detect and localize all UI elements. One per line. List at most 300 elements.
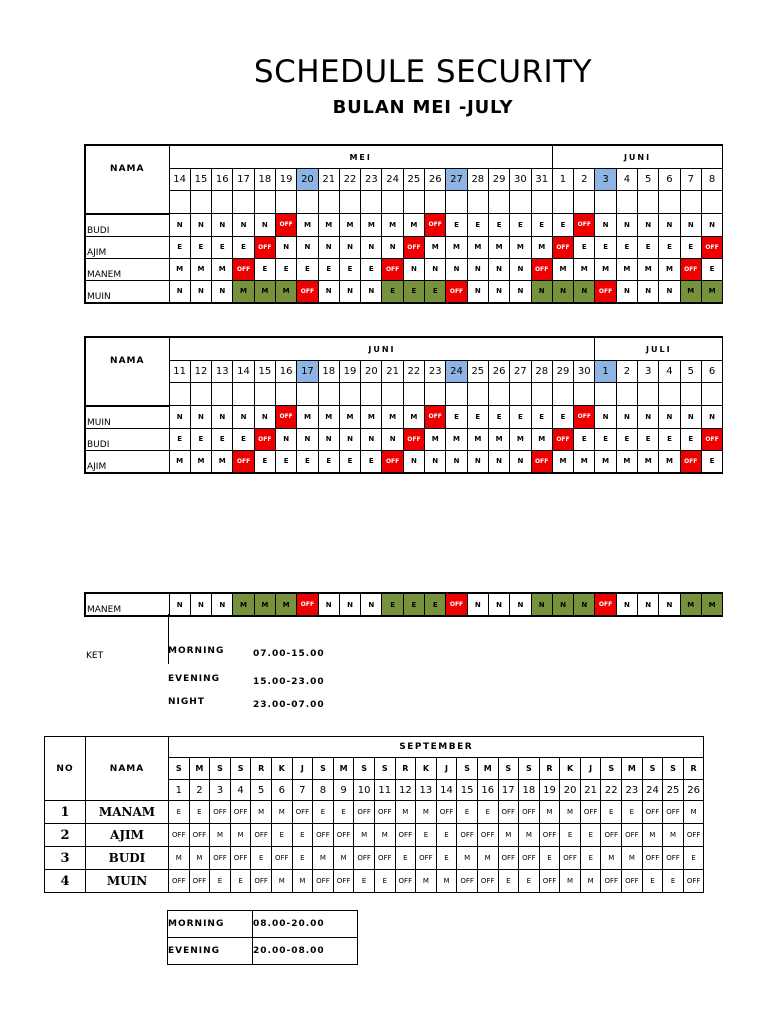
shift-cell: OFF: [233, 258, 254, 280]
shift-cell: E: [169, 236, 190, 258]
weekday-code: S: [374, 758, 395, 780]
name-column-header: NAMA: [85, 145, 169, 214]
shift-cell: N: [318, 236, 339, 258]
shift-cell: M: [642, 824, 663, 847]
weekday-code: S: [642, 758, 663, 780]
shift-cell: M: [638, 450, 659, 473]
shift-cell: N: [680, 406, 701, 429]
blank-cell: [254, 383, 275, 406]
weekday-code: K: [560, 758, 581, 780]
shift-cell: M: [318, 214, 339, 237]
shift-cell: N: [339, 280, 360, 303]
shift-cell: M: [313, 847, 334, 870]
shift-cell: N: [382, 236, 403, 258]
schedule-row-manem: [84, 592, 723, 617]
shift-cell: OFF: [292, 801, 313, 824]
shift-cell: OFF: [416, 847, 437, 870]
day-number: 29: [552, 361, 573, 383]
shift-cell: OFF: [539, 824, 560, 847]
shift-cell: OFF: [446, 280, 467, 303]
shift-cell: E: [382, 280, 403, 303]
shift-cell: N: [552, 280, 573, 303]
shift-cell: OFF: [251, 824, 272, 847]
shift-cell: OFF: [457, 870, 478, 893]
shift-cell: E: [531, 214, 552, 237]
shift-cell: N: [403, 450, 424, 473]
shift-cell: M: [580, 870, 601, 893]
day-number: 6: [271, 780, 292, 801]
shift-cell: N: [361, 236, 382, 258]
shift-cell: M: [169, 847, 190, 870]
day-number: 25: [467, 361, 488, 383]
shift-cell: M: [271, 870, 292, 893]
shift-cell: OFF: [169, 824, 190, 847]
shift-cell: M: [436, 870, 457, 893]
day-number: 18: [254, 169, 275, 191]
day-number: 24: [446, 361, 467, 383]
shift-cell: M: [595, 450, 616, 473]
shift-cell: N: [552, 593, 573, 616]
shift-cell: N: [318, 428, 339, 450]
shift-cell: E: [616, 428, 637, 450]
name-column-header: NAMA: [86, 737, 169, 801]
shift-cell: E: [230, 870, 251, 893]
shift-cell: N: [297, 428, 318, 450]
day-number: 8: [313, 780, 334, 801]
blank-cell: [659, 191, 680, 214]
day-number: 17: [498, 780, 519, 801]
shift-cell: OFF: [642, 801, 663, 824]
day-number: 22: [601, 780, 622, 801]
shift-cell: M: [230, 824, 251, 847]
shift-cell: E: [425, 280, 446, 303]
row-name: BUDI: [86, 847, 169, 870]
day-number: 29: [488, 169, 509, 191]
shift-cell: N: [574, 280, 595, 303]
shift-cell: N: [169, 280, 190, 303]
day-number: 23: [425, 361, 446, 383]
shift-cell: M: [446, 428, 467, 450]
shift-cell: E: [498, 870, 519, 893]
shift-cell: N: [488, 280, 509, 303]
day-number: 20: [297, 169, 318, 191]
shift-cell: M: [425, 428, 446, 450]
shift-cell: M: [680, 593, 701, 616]
shift-cell: M: [659, 450, 680, 473]
blank-cell: [616, 191, 637, 214]
shift-cell: OFF: [446, 593, 467, 616]
shift-cell: N: [169, 593, 190, 616]
day-number: 14: [436, 780, 457, 801]
blank-cell: [361, 191, 382, 214]
shift-cell: M: [212, 450, 233, 473]
shift-cell: E: [233, 428, 254, 450]
shift-cell: E: [271, 824, 292, 847]
month-header: MEI: [169, 145, 552, 169]
shift-cell: E: [539, 847, 560, 870]
shift-cell: E: [519, 870, 540, 893]
shift-cell: OFF: [297, 593, 318, 616]
shift-cell: M: [457, 847, 478, 870]
shift-cell: OFF: [403, 428, 424, 450]
shift-cell: E: [354, 870, 375, 893]
blank-cell: [382, 383, 403, 406]
shift-cell: M: [574, 258, 595, 280]
shift-cell: OFF: [622, 870, 643, 893]
shift-cell: OFF: [230, 847, 251, 870]
shift-cell: N: [659, 406, 680, 429]
shift-cell: N: [254, 214, 275, 237]
shift-cell: M: [622, 847, 643, 870]
shift-cell: M: [467, 428, 488, 450]
day-number: 19: [539, 780, 560, 801]
day-number: 7: [292, 780, 313, 801]
shift-cell: E: [361, 450, 382, 473]
shift-cell: OFF: [574, 406, 595, 429]
shift-cell: OFF: [275, 214, 296, 237]
day-number: 11: [374, 780, 395, 801]
ket-shift-label: NIGHT: [168, 697, 205, 707]
shift-cell: M: [297, 406, 318, 429]
shift-cell: M: [275, 593, 296, 616]
shift-cell: OFF: [403, 236, 424, 258]
shift-cell: N: [488, 450, 509, 473]
shift-cell: E: [403, 280, 424, 303]
day-number: 27: [446, 169, 467, 191]
day-number: 16: [275, 361, 296, 383]
blank-cell: [552, 191, 573, 214]
shift-cell: E: [580, 824, 601, 847]
shift-cell: N: [446, 450, 467, 473]
shift-cell: OFF: [680, 450, 701, 473]
shift-cell: N: [616, 406, 637, 429]
blank-cell: [361, 383, 382, 406]
day-number: 6: [701, 361, 722, 383]
shift-cell: E: [663, 870, 684, 893]
day-number: 28: [531, 361, 552, 383]
shift-cell: OFF: [425, 214, 446, 237]
weekday-code: M: [622, 758, 643, 780]
shift-cell: E: [552, 214, 573, 237]
shift-cell: OFF: [663, 847, 684, 870]
shift-cell: E: [488, 406, 509, 429]
shift-cell: N: [425, 258, 446, 280]
shift-cell: N: [169, 406, 190, 429]
shift-cell: OFF: [374, 847, 395, 870]
schedule-row: [85, 214, 723, 237]
blank-cell: [403, 191, 424, 214]
shift-cell: M: [574, 450, 595, 473]
shift-cell: OFF: [436, 801, 457, 824]
ket-shift-time: 15.00-23.00: [253, 677, 325, 687]
shift-cell: N: [595, 214, 616, 237]
shift-cell: E: [275, 450, 296, 473]
blank-cell: [616, 383, 637, 406]
day-number: 21: [318, 169, 339, 191]
blank-cell: [169, 191, 190, 214]
day-number: 27: [510, 361, 531, 383]
shift-cell: OFF: [519, 847, 540, 870]
weekday-code: M: [333, 758, 354, 780]
month-header: JUNI: [169, 337, 595, 361]
shift-cell: N: [169, 214, 190, 237]
shift-cell: M: [190, 258, 211, 280]
shift-cell: E: [189, 801, 210, 824]
blank-cell: [531, 383, 552, 406]
weekday-code: S: [663, 758, 684, 780]
schedule-row: [45, 801, 704, 824]
ket-shift-label: MORNING: [168, 646, 225, 656]
shift-cell: N: [638, 406, 659, 429]
shift-cell: E: [510, 406, 531, 429]
shift-cell: E: [510, 214, 531, 237]
shift-cell: E: [601, 801, 622, 824]
day-number: 22: [339, 169, 360, 191]
weekday-code: S: [601, 758, 622, 780]
blank-cell: [318, 191, 339, 214]
shift-cell: OFF: [313, 870, 334, 893]
shift-cell: OFF: [382, 450, 403, 473]
shift-cell: N: [659, 214, 680, 237]
blank-cell: [531, 191, 552, 214]
shift-cell: M: [395, 801, 416, 824]
shift-cell: E: [446, 214, 467, 237]
schedule-table-september: [44, 736, 704, 893]
shift-cell: M: [488, 428, 509, 450]
blank-cell: [233, 191, 254, 214]
weekday-code: S: [230, 758, 251, 780]
shift-cell: OFF: [271, 847, 292, 870]
day-number: 14: [169, 169, 190, 191]
day-number: 25: [663, 780, 684, 801]
shift-cell: OFF: [519, 801, 540, 824]
blank-cell: [510, 383, 531, 406]
shift-cell: M: [488, 236, 509, 258]
shift-cell: M: [190, 450, 211, 473]
shift-cell: OFF: [169, 870, 190, 893]
shift-cell: M: [254, 593, 275, 616]
day-number: 15: [190, 169, 211, 191]
day-number: 16: [212, 169, 233, 191]
shift-cell: E: [436, 847, 457, 870]
shift-cell: N: [297, 236, 318, 258]
blank-cell: [382, 191, 403, 214]
shift-cell: M: [271, 801, 292, 824]
weekday-code: S: [498, 758, 519, 780]
row-number: 4: [45, 870, 86, 893]
shift-legend-time: 20.00-08.00: [253, 938, 358, 965]
row-number: 3: [45, 847, 86, 870]
day-number: 10: [354, 780, 375, 801]
blank-cell: [552, 383, 573, 406]
day-number: 23: [361, 169, 382, 191]
shift-cell: M: [292, 870, 313, 893]
shift-cell: M: [275, 280, 296, 303]
shift-cell: N: [318, 280, 339, 303]
shift-cell: OFF: [210, 801, 231, 824]
shift-cell: E: [210, 870, 231, 893]
shift-cell: OFF: [552, 236, 573, 258]
shift-cell: M: [297, 214, 318, 237]
weekday-code: S: [210, 758, 231, 780]
shift-cell: E: [467, 214, 488, 237]
shift-cell: N: [701, 214, 722, 237]
blank-cell: [446, 191, 467, 214]
weekday-code: S: [519, 758, 540, 780]
shift-cell: N: [190, 280, 211, 303]
shift-cell: E: [683, 847, 704, 870]
shift-cell: E: [552, 406, 573, 429]
day-number: 25: [403, 169, 424, 191]
shift-cell: OFF: [477, 824, 498, 847]
schedule-row: [85, 258, 723, 280]
shift-cell: OFF: [552, 428, 573, 450]
shift-cell: N: [488, 258, 509, 280]
weekday-code: M: [189, 758, 210, 780]
day-number: 13: [212, 361, 233, 383]
schedule-row: [45, 870, 704, 893]
shift-cell: E: [560, 824, 581, 847]
blank-cell: [488, 191, 509, 214]
shift-cell: OFF: [560, 847, 581, 870]
weekday-code: J: [436, 758, 457, 780]
shift-cell: OFF: [425, 406, 446, 429]
row-name: MANEM: [85, 258, 169, 280]
no-column-header: NO: [45, 737, 86, 801]
shift-cell: M: [233, 280, 254, 303]
day-number: 26: [425, 169, 446, 191]
shift-cell: N: [275, 428, 296, 450]
row-name: BUDI: [85, 214, 169, 237]
shift-cell: N: [212, 280, 233, 303]
shift-cell: M: [318, 406, 339, 429]
shift-cell: N: [190, 593, 211, 616]
weekday-code: K: [416, 758, 437, 780]
shift-cell: M: [254, 280, 275, 303]
shift-cell: OFF: [683, 870, 704, 893]
blank-cell: [680, 383, 701, 406]
weekday-code: S: [457, 758, 478, 780]
shift-cell: OFF: [580, 801, 601, 824]
shift-cell: E: [254, 450, 275, 473]
weekday-code: S: [354, 758, 375, 780]
shift-cell: OFF: [275, 406, 296, 429]
day-number: 5: [251, 780, 272, 801]
day-number: 5: [638, 169, 659, 191]
shift-cell: N: [425, 450, 446, 473]
shift-cell: M: [552, 450, 573, 473]
shift-cell: E: [297, 258, 318, 280]
shift-cell: M: [339, 406, 360, 429]
shift-cell: OFF: [395, 824, 416, 847]
shift-cell: OFF: [395, 870, 416, 893]
shift-cell: N: [212, 406, 233, 429]
shift-cell: E: [638, 428, 659, 450]
shift-cell: E: [318, 258, 339, 280]
blank-cell: [595, 383, 616, 406]
shift-cell: OFF: [601, 824, 622, 847]
blank-cell: [595, 191, 616, 214]
shift-cell: OFF: [477, 870, 498, 893]
blank-cell: [680, 191, 701, 214]
shift-cell: N: [467, 593, 488, 616]
shift-cell: M: [467, 236, 488, 258]
weekday-code: R: [683, 758, 704, 780]
shift-cell: M: [354, 824, 375, 847]
weekday-code: R: [395, 758, 416, 780]
shift-cell: E: [339, 450, 360, 473]
day-number: 15: [457, 780, 478, 801]
blank-cell: [275, 191, 296, 214]
blank-cell: [510, 191, 531, 214]
day-number: 22: [403, 361, 424, 383]
month-header: SEPTEMBER: [169, 737, 704, 758]
shift-cell: E: [190, 428, 211, 450]
shift-cell: N: [510, 258, 531, 280]
shift-cell: M: [560, 870, 581, 893]
shift-cell: E: [622, 801, 643, 824]
shift-cell: M: [701, 280, 722, 303]
schedule-row: [45, 847, 704, 870]
shift-cell: M: [425, 236, 446, 258]
shift-cell: E: [251, 847, 272, 870]
shift-cell: OFF: [233, 450, 254, 473]
shift-cell: E: [701, 258, 722, 280]
shift-cell: M: [416, 870, 437, 893]
blank-cell: [212, 383, 233, 406]
shift-cell: N: [510, 450, 531, 473]
shift-cell: N: [616, 214, 637, 237]
shift-cell: N: [680, 214, 701, 237]
weekday-code: S: [313, 758, 334, 780]
day-number: 14: [233, 361, 254, 383]
shift-cell: E: [333, 801, 354, 824]
shift-cell: E: [374, 870, 395, 893]
shift-cell: M: [680, 280, 701, 303]
shift-cell: M: [531, 428, 552, 450]
row-name: MUIN: [85, 406, 169, 429]
shift-cell: N: [382, 428, 403, 450]
shift-cell: N: [467, 258, 488, 280]
shift-cell: OFF: [622, 824, 643, 847]
weekday-code: J: [292, 758, 313, 780]
shift-cell: M: [382, 214, 403, 237]
ket-shift-label: EVENING: [168, 674, 221, 684]
row-number: 2: [45, 824, 86, 847]
shift-cell: N: [467, 280, 488, 303]
shift-cell: E: [233, 236, 254, 258]
shift-cell: E: [212, 236, 233, 258]
shift-cell: N: [638, 214, 659, 237]
shift-cell: N: [446, 258, 467, 280]
shift-cell: E: [403, 593, 424, 616]
shift-cell: E: [339, 258, 360, 280]
shift-cell: M: [251, 801, 272, 824]
shift-cell: E: [574, 236, 595, 258]
shift-cell: M: [477, 847, 498, 870]
shift-cell: OFF: [210, 847, 231, 870]
shift-cell: N: [318, 593, 339, 616]
shift-cell: E: [292, 824, 313, 847]
shift-cell: OFF: [701, 428, 722, 450]
row-name: MUIN: [85, 280, 169, 303]
blank-cell: [467, 383, 488, 406]
shift-cell: OFF: [539, 870, 560, 893]
day-number: 8: [701, 169, 722, 191]
blank-cell: [488, 383, 509, 406]
shift-cell: E: [680, 236, 701, 258]
shift-cell: M: [510, 428, 531, 450]
